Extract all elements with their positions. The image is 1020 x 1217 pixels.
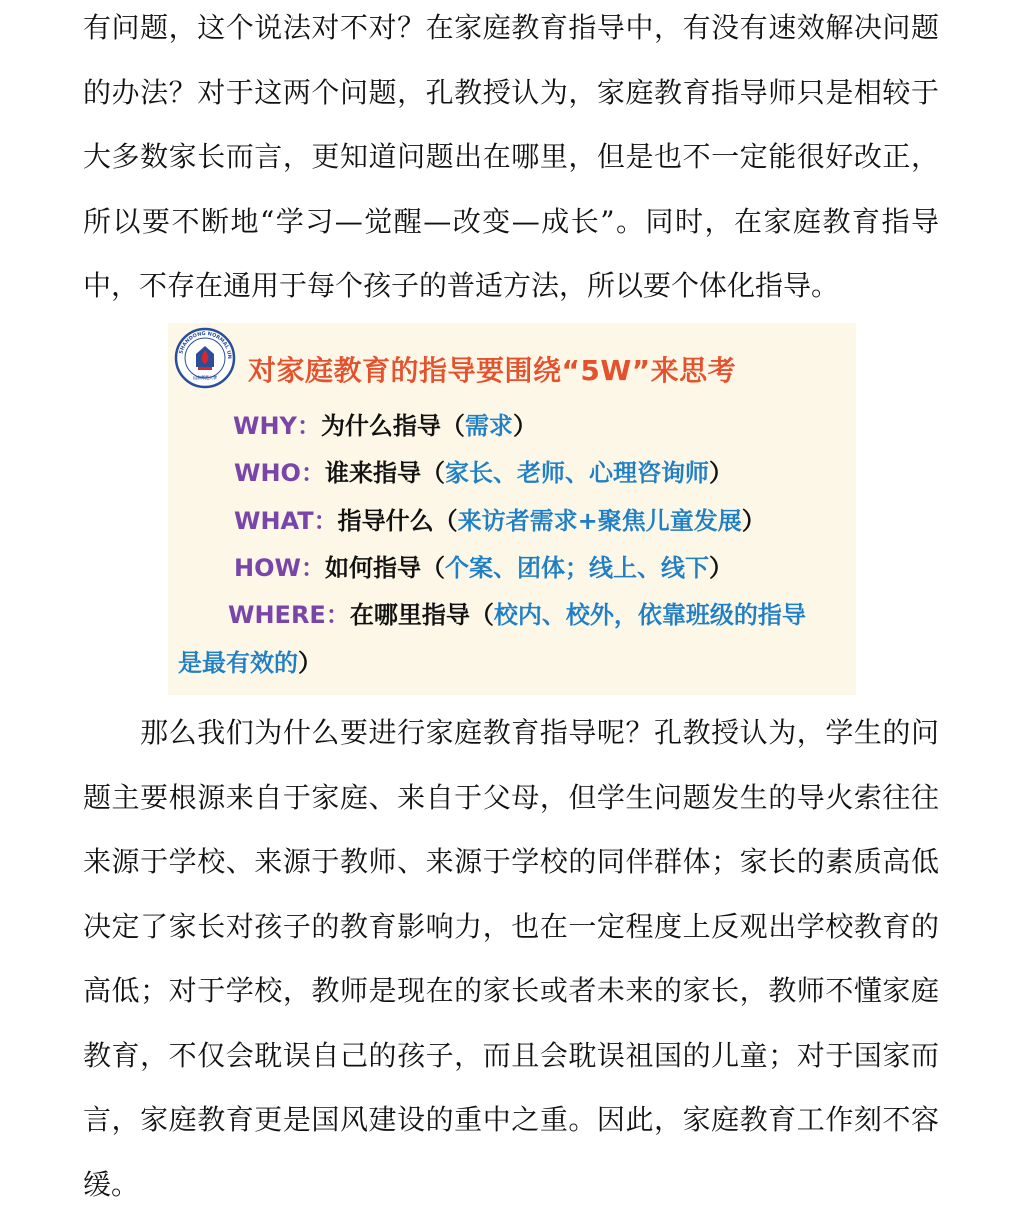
row-answer: 需求 — [465, 412, 513, 440]
row-answer: 校内、校外，依靠班级的指导 — [494, 601, 806, 629]
row-keyword: WHO： — [234, 459, 325, 487]
where-row — [228, 595, 806, 630]
text-line: 大多数家长而言，更知道问题出在哪里，但是也不一定能很好改正， — [83, 125, 939, 190]
row-question: 为什么指导（ — [321, 412, 465, 440]
row-close: ） — [298, 649, 322, 677]
how-row — [234, 548, 733, 583]
5w-guidance-figure — [168, 323, 856, 695]
text-line: 题主要根源来自于家庭、来自于父母，但学生问题发生的导火索往往 — [83, 766, 939, 831]
row-keyword: WHERE： — [228, 601, 350, 629]
row-close: ） — [513, 412, 537, 440]
paragraph-1 — [83, 0, 939, 319]
row-answer: 家长、老师、心理咨询师 — [445, 459, 709, 487]
text-line: 决定了家长对孩子的教育影响力，也在一定程度上反观出学校教育的 — [83, 895, 939, 960]
what-row — [234, 501, 766, 536]
row-keyword: HOW： — [234, 554, 325, 582]
logo-text: SHANDONG NORMAL UN — [174, 327, 232, 359]
row-close: ） — [709, 459, 733, 487]
text-line: 言，家庭教育更是国风建设的重中之重。因此，家庭教育工作刻不容 — [83, 1088, 939, 1153]
text-line: 所以要不断地“学习—觉醒—改变—成长”。同时，在家庭教育指导 — [83, 190, 939, 255]
row-keyword: WHAT： — [234, 507, 338, 535]
text-line: 教育，不仅会耽误自己的孩子，而且会耽误祖国的儿童；对于国家而 — [83, 1024, 939, 1089]
text-line: 高低；对于学校，教师是现在的家长或者未来的家长，教师不懂家庭 — [83, 959, 939, 1024]
text-line: 缓。 — [83, 1153, 939, 1217]
figure-title: 对家庭教育的指导要围绕“5W”来思考 — [248, 349, 736, 389]
row-close: ） — [742, 507, 766, 535]
text-line: 来源于学校、来源于教师、来源于学校的同伴群体；家长的素质高低 — [83, 830, 939, 895]
who-row — [234, 453, 733, 488]
university-logo-icon — [174, 327, 236, 389]
row-answer: 是最有效的 — [178, 649, 298, 677]
text-line: 的办法？对于这两个问题，孔教授认为，家庭教育指导师只是相较于 — [83, 61, 939, 126]
text-line: 有问题，这个说法对不对？在家庭教育指导中，有没有速效解决问题 — [83, 0, 939, 61]
row-close: ） — [709, 554, 733, 582]
why-row — [233, 406, 537, 441]
row-answer: 个案、团体；线上、线下 — [445, 554, 709, 582]
row-answer: 来访者需求+聚焦儿童发展 — [458, 507, 742, 535]
row-question: 指导什么（ — [338, 507, 458, 535]
logo-subtext: 山东师范大学 — [193, 374, 217, 380]
row-question: 谁来指导（ — [325, 459, 445, 487]
row-question: 如何指导（ — [325, 554, 445, 582]
row-question: 在哪里指导（ — [350, 601, 494, 629]
text-line: 那么我们为什么要进行家庭教育指导呢？孔教授认为，学生的问 — [83, 701, 939, 766]
text-line: 中，不存在通用于每个孩子的普适方法，所以要个体化指导。 — [83, 254, 939, 319]
where-row-continuation — [178, 643, 322, 678]
paragraph-2 — [83, 701, 939, 1217]
row-keyword: WHY： — [233, 412, 321, 440]
